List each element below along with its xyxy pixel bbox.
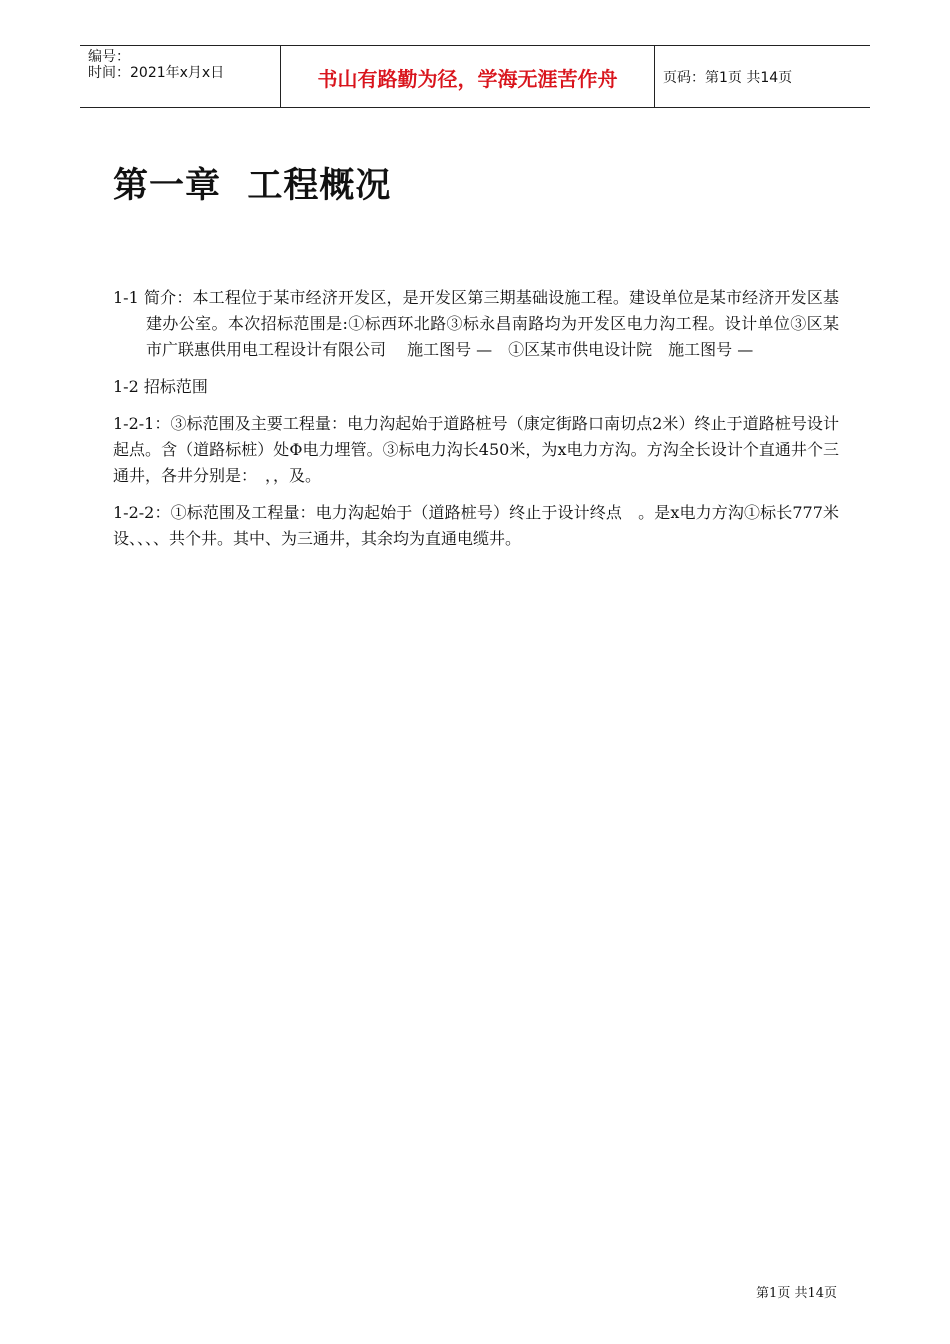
section-scope-paragraph-2: 1-2-2：①标范围及工程量：电力沟起始于（道路桩号）终止于设计终点 。是x电力方沟①标长777米设、、、、共个井。其中、为三通井，其余均为直通电缆井。 bbox=[113, 503, 839, 548]
header-page-cell bbox=[655, 46, 870, 107]
chapter-title: 第一章 工程概况 bbox=[113, 166, 392, 206]
header-info-cell bbox=[80, 46, 281, 107]
document-number-label: 编号： bbox=[88, 49, 130, 65]
section-scope-heading: 1-2 招标范围 bbox=[113, 377, 208, 396]
header-motto-cell bbox=[281, 46, 655, 107]
document-body bbox=[113, 285, 839, 563]
page-footer bbox=[756, 1282, 837, 1301]
section-intro-paragraph: 1-1 简介：本工程位于某市经济开发区，是开发区第三期基础设施工程。建设单位是某市经济开发区基建办公室。本次招标范围是:①标西环北路③标永昌南路均为开发区电力沟工程。设计单位③区某市广联惠供用电工程设计有限公司 施工图号 — ①区某市供电设计院 施工图号 — bbox=[113, 288, 839, 359]
document-date-label: 时间：2021年x月x日 bbox=[88, 65, 225, 81]
section-scope-paragraph-1: 1-2-1：③标范围及主要工程量：电力沟起始于道路桩号（康定街路口南切点2米）终止于道路桩号设计起点。含（道路标桩）处Φ电力埋管。③标电力沟长450米，为x电力方沟。方沟全长设计个直通井个三通井，各井分别是： ，，及。 bbox=[113, 414, 839, 485]
footer-page-number: 第1页 共14页 bbox=[756, 1286, 837, 1301]
header-page-number: 页码：第1页 共14页 bbox=[663, 69, 793, 86]
document-header bbox=[80, 45, 870, 108]
header-motto: 书山有路勤为径，学海无涯苦作舟 bbox=[317, 67, 618, 91]
